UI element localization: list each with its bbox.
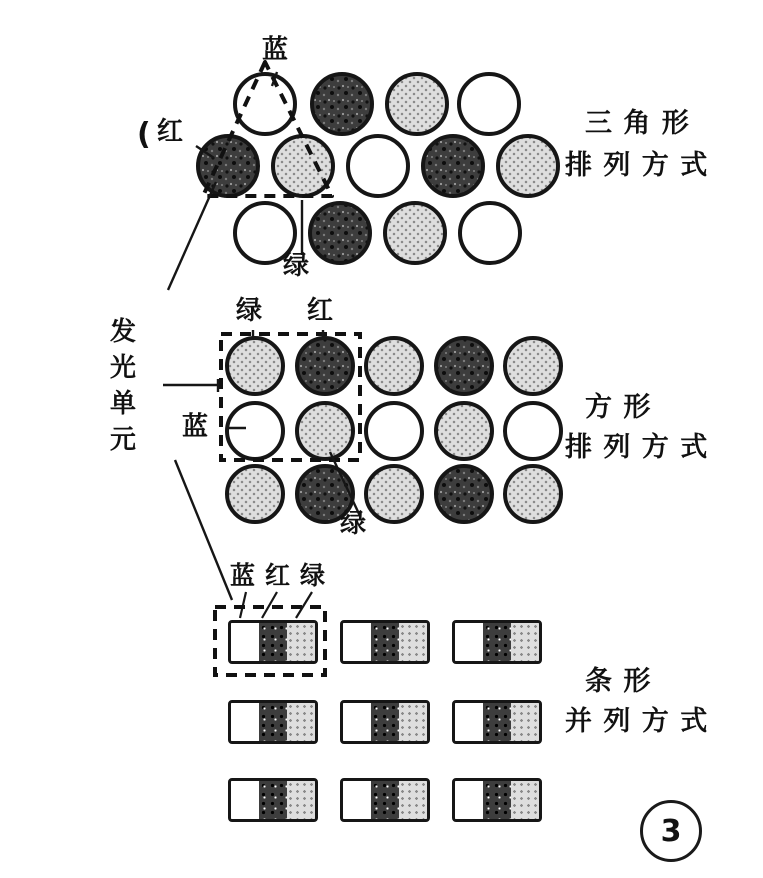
segment-red xyxy=(259,781,288,819)
square-section-circles xyxy=(227,338,561,522)
square-title-line2: 排 列 方 式 xyxy=(565,432,709,463)
segment-red xyxy=(371,623,400,661)
stripe-title-line2: 并 列 方 式 xyxy=(565,706,709,737)
unit-connector-lines xyxy=(163,182,232,600)
unit-label-char: 元 xyxy=(110,424,138,455)
label-triangle-green: 绿 xyxy=(283,251,311,281)
segment-green xyxy=(511,623,539,661)
segment-red xyxy=(483,781,512,819)
segment-blue xyxy=(455,781,483,819)
segment-red xyxy=(483,623,512,661)
stripe-cell xyxy=(340,778,430,822)
label-square-blue: 蓝 xyxy=(182,412,210,442)
segment-blue xyxy=(455,703,483,741)
segment-blue xyxy=(231,623,259,661)
segment-green xyxy=(287,623,315,661)
triangle-title-line1: 三 角 形 xyxy=(585,108,690,139)
segment-green xyxy=(399,781,427,819)
unit-label-char: 单 xyxy=(110,388,138,419)
triangle-section-circles xyxy=(198,74,558,263)
segment-blue xyxy=(231,703,259,741)
unit-label-char: 光 xyxy=(110,352,138,383)
figure-number: 3 xyxy=(660,813,682,849)
segment-red xyxy=(371,781,400,819)
segment-green xyxy=(287,781,315,819)
label-square-green: 绿 xyxy=(236,296,264,326)
unit-label-char: 发 xyxy=(110,317,138,347)
stripe-cell xyxy=(340,700,430,744)
stripe-cell xyxy=(228,778,318,822)
stripe-cell xyxy=(228,700,318,744)
stripe-cell xyxy=(452,700,542,744)
segment-red xyxy=(259,623,288,661)
stripe-cell xyxy=(228,620,318,664)
label-stripe-blue: 蓝 xyxy=(230,561,257,590)
bracket-mark: ( xyxy=(137,117,152,152)
stripe-title-line1: 条 形 xyxy=(585,666,652,697)
square-title-line1: 方 形 xyxy=(585,392,652,423)
label-square-red: 红 xyxy=(307,296,335,326)
triangle-title-line2: 排 列 方 式 xyxy=(565,150,709,181)
segment-blue xyxy=(343,623,371,661)
label-stripe-green: 绿 xyxy=(300,561,327,590)
segment-red xyxy=(483,703,512,741)
segment-green xyxy=(399,703,427,741)
unit-label xyxy=(110,318,137,456)
segment-blue xyxy=(231,781,259,819)
figure-number-badge xyxy=(640,800,702,862)
segment-red xyxy=(371,703,400,741)
segment-green xyxy=(511,781,539,819)
segment-blue xyxy=(455,623,483,661)
segment-green xyxy=(399,623,427,661)
label-square-green-lower: 绿 xyxy=(340,509,368,539)
segment-red xyxy=(259,703,288,741)
label-triangle-red: 红 xyxy=(157,117,185,147)
segment-blue xyxy=(343,781,371,819)
stripe-cell xyxy=(340,620,430,664)
segment-blue xyxy=(343,703,371,741)
segment-green xyxy=(287,703,315,741)
stripe-cell xyxy=(452,778,542,822)
segment-green xyxy=(511,703,539,741)
label-triangle-blue: 蓝 xyxy=(262,35,290,65)
label-stripe-red: 红 xyxy=(265,561,292,590)
stripe-cell xyxy=(452,620,542,664)
